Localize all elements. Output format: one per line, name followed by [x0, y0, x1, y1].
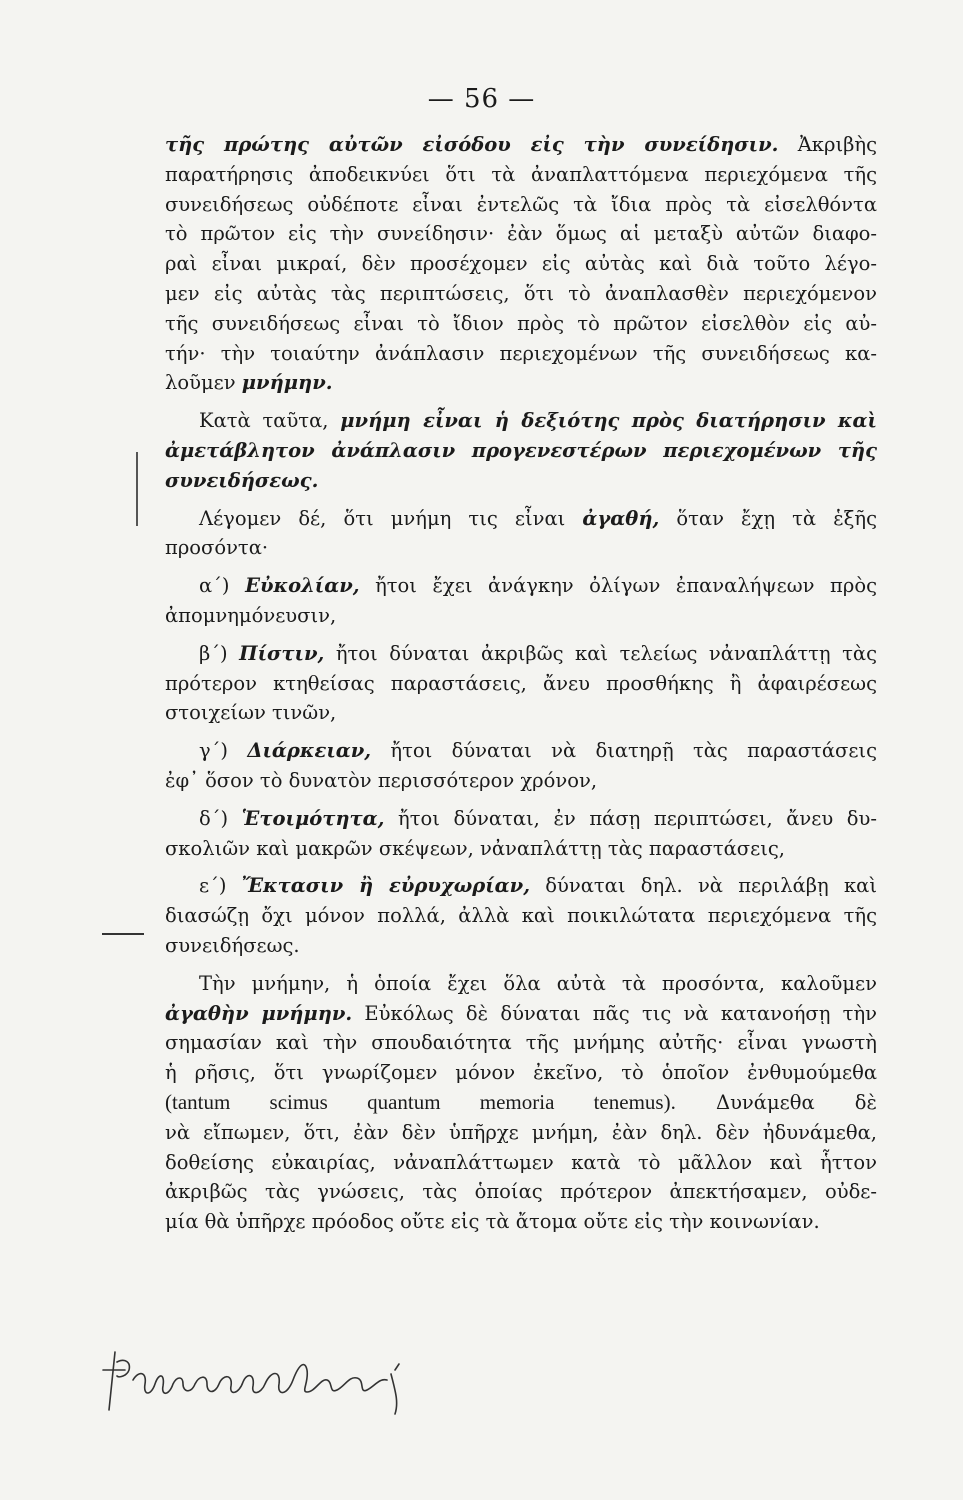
body-text [165, 130, 877, 1237]
list-item-e-cont: διασώζῃ ὄχι μόνον πολλά, ἀλλὰ καὶ ποικιλώτατα περιεχόμενα τῆς [165, 904, 877, 928]
text-line: παρατήρησις ἀποδεικνύει ὅτι τὰ ἀναπλαττόμενα περιεχόμενα τῆς [165, 162, 877, 186]
text-line: προσόντα· [165, 536, 269, 560]
margin-dash [102, 933, 144, 935]
margin-mark [136, 452, 138, 526]
text-line: τῆς συνειδήσεως εἶναι τὸ ἴδιον πρὸς τὸ πρῶτον εἰσελθὸν εἰς αὐ- [165, 311, 877, 335]
text-line: ἀγαθὴν μνήμην. Εὐκόλως δὲ δύναται πᾶς τις νὰ κατανοήσῃ τὴν [165, 1001, 877, 1025]
handwritten-signature [95, 1340, 455, 1420]
list-item-d: δ΄) Ἑτοιμότητα, ἤτοι δύναται, ἐν πάσῃ περιπτώσει, ἄνευ δυ- [199, 806, 877, 830]
list-item-a: α΄) Εὐκολίαν, ἤτοι ἔχει ἀνάγκην ὀλίγων ἐπαναλήψεων πρὸς [199, 574, 877, 598]
definition-line: ἀμετάβλητον ἀνάπλασιν προγενεστέρων περιεχομένων τῆς [165, 438, 877, 462]
page-number: — 56 — [427, 84, 536, 114]
text-line: συνειδήσεως οὐδέποτε εἶναι ἐντελῶς τὰ ἴδια πρὸς τὰ εἰσελθόντα [165, 192, 877, 216]
text-line: ἀκριβῶς τὰς γνώσεις, τὰς ὁποίας πρότερον ἀπεκτήσαμεν, οὐδε- [165, 1180, 877, 1204]
text-line: λοῦμεν μνήμην. [165, 371, 333, 395]
list-item-e-cont: συνειδήσεως. [165, 933, 300, 957]
list-item-b-cont: στοιχείων τινῶν, [165, 701, 337, 725]
list-item-b-cont: πρότερον κτηθείσας παραστάσεις, ἄνευ προσθήκης ἢ ἀφαιρέσεως [165, 671, 877, 695]
text-line: νὰ εἴπωμεν, ὅτι, ἐὰν δὲν ὑπῆρχε μνήμη, ἐὰν δηλ. δὲν ἠδυνάμεθα, [165, 1120, 877, 1144]
text-line: δοθείσης εὐκαιρίας, νἀναπλάττωμεν κατὰ τὸ μᾶλλον καὶ ἧττον [165, 1150, 877, 1174]
list-item-b: β΄) Πίστιν, ἤτοι δύναται ἀκριβῶς καὶ τελείως νἀναπλάττῃ τὰς [199, 641, 877, 665]
text-line: ἡ ρῆσις, ὅτι γνωρίζομεν μόνον ἐκεῖνο, τὸ ὁποῖον ἐνθυμούμεθα [165, 1061, 877, 1085]
text-line: σημασίαν καὶ τὴν σπουδαιότητα τῆς μνήμης αὐτῆς· εἶναι γνωστὴ [165, 1031, 877, 1055]
text-line: τήν· τὴν τοιαύτην ἀνάπλασιν περιεχομένων τῆς συνειδήσεως κα- [165, 341, 877, 365]
text-line: τὸ πρῶτον εἰς τὴν συνείδησιν· ἐὰν ὅμως αἱ μεταξὺ αὐτῶν διαφο- [165, 222, 877, 246]
list-item-a-cont: ἀπομνημόνευσιν, [165, 603, 337, 627]
list-item-c: γ΄) Διάρκειαν, ἤτοι δύναται νὰ διατηρῇ τὰς παραστάσεις [199, 739, 877, 763]
text-line: μία θὰ ὑπῆρχε πρόοδος οὔτε εἰς τὰ ἄτομα οὔτε εἰς τὴν κοινωνίαν. [165, 1210, 820, 1234]
text-line: Τὴν μνήμην, ἡ ὁποία ἔχει ὅλα αὐτὰ τὰ προσόντα, καλοῦμεν [199, 971, 877, 995]
text-line: Λέγομεν δέ, ὅτι μνήμη τις εἶναι ἀγαθή, ὅταν ἔχῃ τὰ ἑξῆς [199, 506, 877, 530]
text-line: τῆς πρώτης αὐτῶν εἰσόδου εἰς τὴν συνείδησιν. Ἀκριβὴς [165, 133, 877, 156]
text-line: μεν εἰς αὐτὰς τὰς περιπτώσεις, ὅτι τὸ ἀναπλασθὲν περιεχόμενον [165, 281, 877, 305]
definition-line: συνειδήσεως. [165, 468, 319, 492]
list-item-e: ε΄) Ἔκτασιν ἢ εὐρυχωρίαν, δύναται δηλ. νὰ περιλάβῃ καὶ [199, 874, 877, 898]
text-line: (tantum scimus quantum memoria tenemus). Δυνάμεθα δὲ [165, 1089, 877, 1114]
list-item-c-cont: ἐφ᾽ ὅσον τὸ δυνατὸν περισσότερον χρόνον, [165, 768, 598, 792]
list-item-d-cont: σκολιῶν καὶ μακρῶν σκέψεων, νἀναπλάττῃ τὰς παραστάσεις, [165, 836, 785, 860]
text-line: ραὶ εἶναι μικραί, δὲν προσέχομεν εἰς αὐτὰς καὶ διὰ τοῦτο λέγο- [165, 252, 877, 276]
definition-line: Κατὰ ταῦτα, μνήμη εἶναι ἡ δεξιότης πρὸς διατήρησιν καὶ [199, 409, 877, 433]
